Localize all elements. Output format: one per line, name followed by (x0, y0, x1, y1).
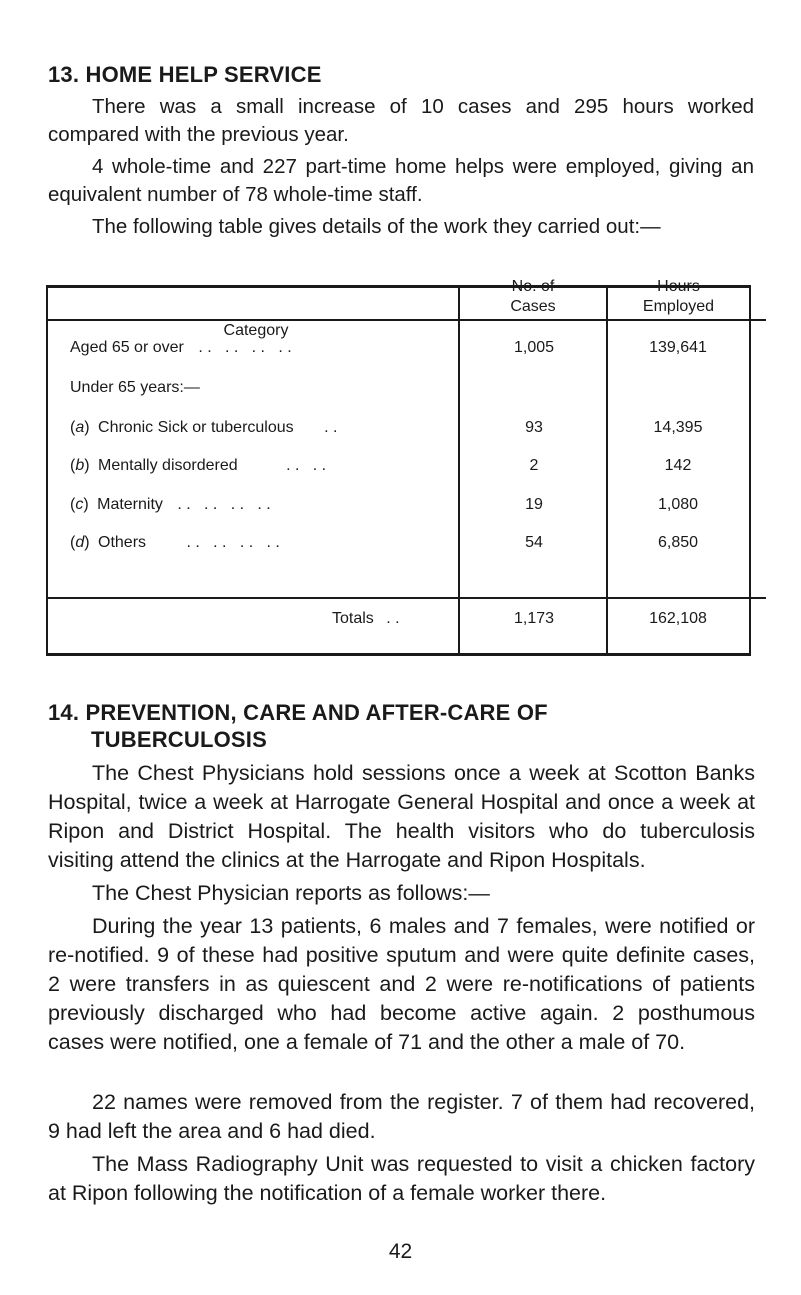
table-row (70, 534, 280, 552)
table-row (70, 379, 200, 397)
row-cases: 19 (525, 496, 543, 513)
totals-hours: 162,108 (649, 610, 707, 627)
home-help-table (46, 278, 751, 655)
row-category: Others (98, 534, 147, 551)
row-category: Chronic Sick or tuberculous (98, 419, 294, 436)
row-label: (b) (70, 457, 90, 474)
page-number: 42 (388, 1240, 413, 1263)
section-14-paragraph-3: During the year 13 patients, 6 males and 7 females, were notified or re-notified. 9 of these had positive sputum and were quite definite cases, 2 were transfers in as quiescent and 2 were re-notifications of patients previously discharged who had become active again. 2 posthumous cases were notified, one a female of 71 and the other a male of 70. (48, 914, 755, 1054)
totals-row (332, 610, 400, 628)
row-cases: 93 (525, 419, 543, 436)
section-13-paragraph-1: There was a small increase of 10 cases and 295 hours worked compared with the previous year. (48, 95, 754, 146)
header-cases: No. of Cases (510, 278, 556, 315)
row-category: Under 65 years:— (70, 379, 200, 396)
row-dots: . . (324, 419, 338, 436)
row-hours: 139,641 (649, 339, 707, 356)
header-hours: Hours Employed (642, 278, 715, 315)
row-cases: 54 (525, 534, 543, 551)
section-14-paragraph-2: The Chest Physician reports as follows:— (92, 881, 490, 905)
totals-label: Totals (332, 610, 374, 627)
section-14-heading-line-1: 14. PREVENTION, CARE AND AFTER-CARE OF (48, 700, 548, 725)
section-13-paragraph-3: The following table gives details of the work they carried out:— (92, 215, 661, 238)
row-hours: 14,395 (653, 419, 703, 436)
section-14-paragraph-4: 22 names were removed from the register. 7 of them had recovered, 9 had left the area and 6 had died. (48, 1090, 755, 1143)
row-category: Mentally disordered (98, 457, 238, 474)
row-dots: . . . . . . . . (186, 534, 280, 551)
header-category: Category (223, 322, 289, 339)
table-row (70, 419, 337, 437)
totals-dots: . . (386, 610, 400, 627)
row-hours: 6,850 (657, 534, 699, 551)
table-row (70, 496, 271, 514)
row-dots: . . . . . . . . (198, 339, 292, 356)
section-13-heading: 13. HOME HELP SERVICE (48, 62, 322, 87)
row-dots: . . . . (286, 457, 327, 474)
section-14-paragraph-1: The Chest Physicians hold sessions once a week at Scotton Banks Hospital, twice a week at Harrogate General Hospital and once a week at Ripon and District Hospital. The health visitors who do tuberculosis visiting attend the clinics at the Harrogate and Ripon Hospitals. (48, 761, 755, 872)
table-row (70, 457, 326, 475)
section-13-paragraph-2: 4 whole-time and 227 part-time home helps were employed, giving an equivalent number of 78 whole-time staff. (48, 155, 754, 206)
row-label: (d) (70, 534, 90, 551)
row-dots: . . . . . . . . (177, 496, 271, 513)
section-14-heading-line-2: TUBERCULOSIS (91, 727, 267, 752)
row-cases: 1,005 (513, 339, 555, 356)
row-hours: 142 (664, 457, 692, 474)
table-row (70, 339, 292, 357)
row-label: (c) (70, 496, 89, 513)
row-category: Maternity (97, 496, 163, 513)
section-14-paragraph-5: The Mass Radiography Unit was requested to visit a chicken factory at Ripon following the notification of a female worker there. (48, 1152, 755, 1205)
totals-cases: 1,173 (513, 610, 555, 627)
row-hours: 1,080 (657, 496, 699, 513)
row-category: Aged 65 or over (70, 339, 184, 356)
row-label: (a) (70, 419, 90, 436)
row-cases: 2 (529, 457, 539, 474)
